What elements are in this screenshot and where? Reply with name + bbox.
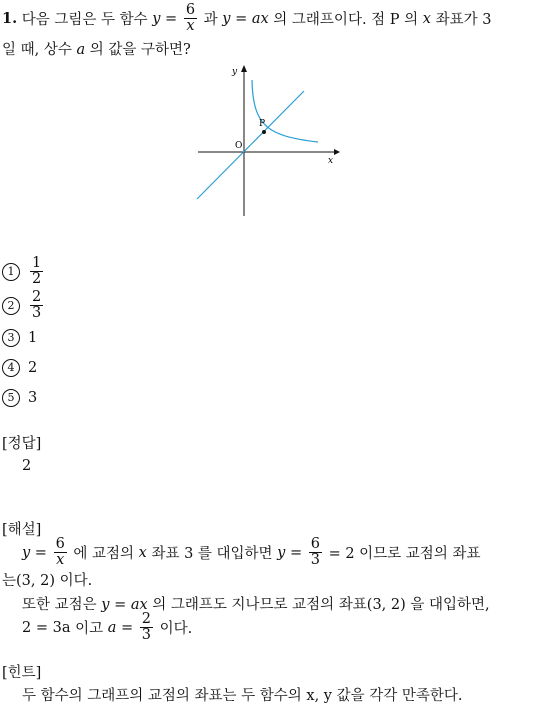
exp-p3-d: 이다.	[159, 621, 193, 638]
option-1-numerator: 1	[32, 255, 42, 271]
answer-value: 2	[22, 458, 32, 474]
question-line2-text: 일 때, 상수	[2, 42, 72, 58]
exp-p3-a: 2 = 3a	[22, 619, 71, 636]
explanation-heading: [해설]	[2, 522, 42, 538]
exp-p2-a: 또한 교점은	[22, 597, 97, 613]
x-axis-label: x	[328, 156, 334, 166]
line-y-ax	[197, 91, 304, 199]
option-2-numerator: 2	[32, 289, 42, 305]
question-line-2	[2, 38, 191, 59]
exp-frac3-num: 2	[141, 611, 151, 627]
exp-frac2-num: 6	[310, 536, 320, 552]
x-axis-arrow	[334, 149, 340, 155]
hint-heading: [힌트]	[2, 665, 42, 681]
option-2-fraction	[30, 290, 43, 321]
exp-p2-b: 의 그래프도 지나므로 교점의 좌표(3, 2) 을 대입하면,	[152, 597, 490, 613]
exp-text-b: 에 교점의	[73, 546, 135, 563]
exp-eq-y: y =	[22, 544, 47, 561]
exp-fraction-63	[309, 537, 322, 568]
y-axis-arrow	[241, 65, 247, 72]
exp-frac1-num: 6	[55, 536, 65, 552]
explanation-line-1	[22, 537, 480, 568]
exp-p2-eq: y = ax	[101, 597, 148, 613]
var-a: a	[76, 42, 86, 58]
exp-eq-y2: y =	[277, 544, 303, 561]
eq1-numerator: 6	[185, 2, 196, 18]
option-3-mark: 3	[2, 329, 20, 347]
answer-heading: [정답]	[2, 436, 42, 452]
option-4[interactable]	[2, 359, 37, 377]
option-3[interactable]	[2, 329, 37, 347]
point-p-label: P	[259, 119, 266, 129]
var-x: x	[422, 10, 431, 27]
question-number: 1.	[2, 10, 18, 28]
question-text-1: 다음 그림은 두 함수	[21, 12, 148, 29]
question-text-4: 좌표가 3	[435, 12, 492, 29]
eq2: y = ax	[222, 10, 269, 27]
y-axis-label: y	[232, 67, 238, 77]
exp-frac2-den: 3	[310, 552, 320, 569]
exp-text-e: = 2 이므로 교점의 좌표	[328, 546, 481, 563]
exp-fraction-23	[140, 612, 153, 643]
eq1-lhs: y	[152, 10, 161, 27]
option-2-denominator: 3	[32, 305, 42, 322]
option-1-fraction	[30, 256, 43, 287]
question-text-3: 의 그래프이다. 점 P 의	[273, 12, 419, 29]
exp-fraction-6x	[54, 537, 67, 568]
exp-text-c: 좌표 3 를 대입하면	[151, 546, 273, 563]
option-3-value: 1	[28, 330, 38, 346]
hint-text: 두 함수의 그래프의 교점의 좌표는 두 함수의 x, y 값을 각각 만족한다.	[22, 688, 463, 704]
exp-var-x: x	[138, 544, 147, 561]
option-1[interactable]	[2, 256, 45, 287]
option-1-mark: 1	[2, 263, 20, 281]
option-5-value: 3	[28, 390, 38, 406]
explanation-line-3	[22, 593, 490, 614]
origin-label: O	[235, 141, 243, 151]
eq1-fraction	[184, 3, 197, 34]
point-p	[262, 130, 266, 134]
explanation-line-4	[22, 612, 192, 643]
exp-frac3-den: 3	[141, 627, 151, 644]
option-1-denominator: 2	[32, 271, 42, 288]
question-line-1: 1. 다음 그림은 두 함수 y = $\frac{6}{x}$ 과 y = ax 의 그래프이다. 점 P 의 x 좌표가 3	[2, 2, 492, 35]
option-5[interactable]	[2, 389, 37, 407]
option-5-mark: 5	[2, 389, 20, 407]
option-2-mark: 2	[2, 297, 20, 315]
option-4-mark: 4	[2, 359, 20, 377]
question-text-2: 과	[203, 12, 218, 29]
eq1-denominator: x	[184, 18, 197, 34]
exp-p3-b: 이고	[75, 621, 104, 638]
option-4-value: 2	[28, 360, 38, 376]
option-2[interactable]	[2, 290, 45, 321]
question-line2-end: 의 값을 구하면?	[89, 42, 191, 58]
function-graph	[190, 62, 340, 220]
exp-frac1-den: x	[54, 552, 67, 568]
exp-p3-c: a =	[107, 619, 134, 636]
explanation-line-2: 는(3, 2) 이다.	[2, 573, 93, 589]
